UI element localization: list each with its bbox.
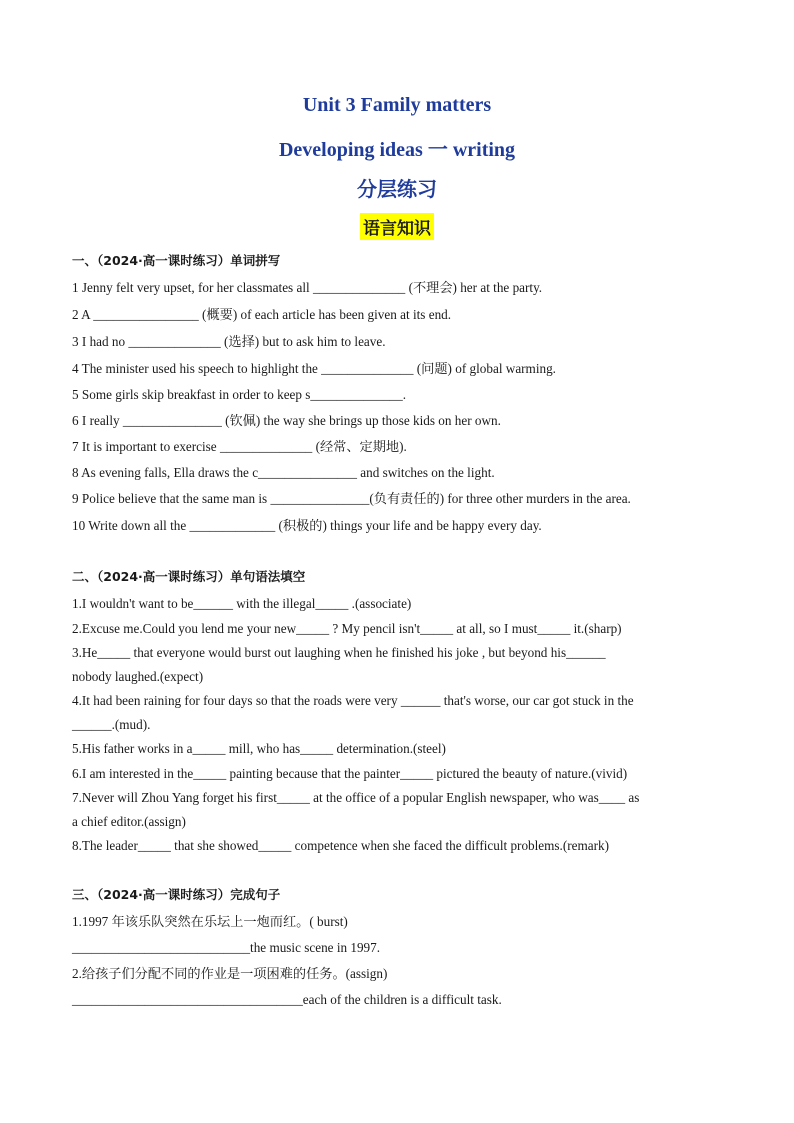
- section1-item: 2 A ________________ (概要) of each article has been given at its end.: [72, 307, 452, 322]
- section2-heading: 二、（2024·高一课时练习）单句语法填空: [72, 569, 306, 584]
- exercise-title: 分层练习: [357, 177, 437, 201]
- section-badge: 语言知识: [360, 213, 434, 240]
- section3-answer-line: ___________________________the music scene in 1997.: [72, 940, 381, 955]
- section2-item: a chief editor.(assign): [72, 814, 186, 829]
- section3-heading: 三、（2024·高一课时练习）完成句子: [72, 887, 281, 902]
- section1-item: 4 The minister used his speech to highlight the ______________ (问题) of global warming.: [72, 361, 556, 376]
- section1-item: 6 I really _______________ (钦佩) the way she brings up those kids on her own.: [72, 413, 501, 428]
- section1-item: 10 Write down all the _____________ (积极的) things your life and be happy every day.: [72, 518, 542, 533]
- section1-heading: 一、（2024·高一课时练习）单词拼写: [72, 253, 281, 268]
- section1-item: 1 Jenny felt very upset, for her classmates all ______________ (不理会) her at the party.: [72, 280, 543, 295]
- section2-item: 5.His father works in a_____ mill, who has_____ determination.(steel): [72, 741, 446, 756]
- section3-answer-line: ___________________________________each of the children is a difficult task.: [72, 992, 502, 1007]
- section1-item: 3 I had no ______________ (选择) but to ask him to leave.: [72, 334, 386, 349]
- lesson-title: Developing ideas 一 writing: [278, 139, 516, 161]
- section2-item: 8.The leader_____ that she showed_____ competence when she faced the difficult problems.(remark): [72, 838, 609, 853]
- badge-row: [0, 213, 794, 240]
- section2-item: ______.(mud).: [72, 717, 151, 732]
- section2-item: 4.It had been raining for four days so that the roads were very ______ that's worse, our car got stuck in the: [72, 693, 634, 708]
- section3-item: 1.1997 年该乐队突然在乐坛上一炮而红。( burst): [72, 914, 348, 929]
- section1-item: 7 It is important to exercise ______________ (经常、定期地).: [72, 439, 407, 454]
- section2-item: 7.Never will Zhou Yang forget his first_____ at the office of a popular English newspaper, who was____ as: [72, 790, 640, 805]
- section2-item: 6.I am interested in the_____ painting because that the painter_____ pictured the beauty of nature.(vivid): [72, 766, 628, 781]
- unit-title: Unit 3 Family matters: [302, 94, 492, 116]
- section2-item: 3.He_____ that everyone would burst out laughing when he finished his joke , but beyond his______: [72, 645, 606, 660]
- section2-item: 1.I wouldn't want to be______ with the illegal_____ .(associate): [72, 596, 412, 611]
- section2-item: 2.Excuse me.Could you lend me your new_____ ? My pencil isn't_____ at all, so I must_____ it.(sharp): [72, 621, 622, 636]
- section3-item: 2.给孩子们分配不同的作业是一项困难的任务。(assign): [72, 966, 388, 981]
- section1-item: 9 Police believe that the same man is _______________(负有责任的) for three other murders in the area.: [72, 491, 631, 506]
- section2-item: nobody laughed.(expect): [72, 669, 204, 684]
- section1-item: 8 As evening falls, Ella draws the c_______________ and switches on the light.: [72, 465, 495, 480]
- section1-item: 5 Some girls skip breakfast in order to keep s______________.: [72, 387, 407, 402]
